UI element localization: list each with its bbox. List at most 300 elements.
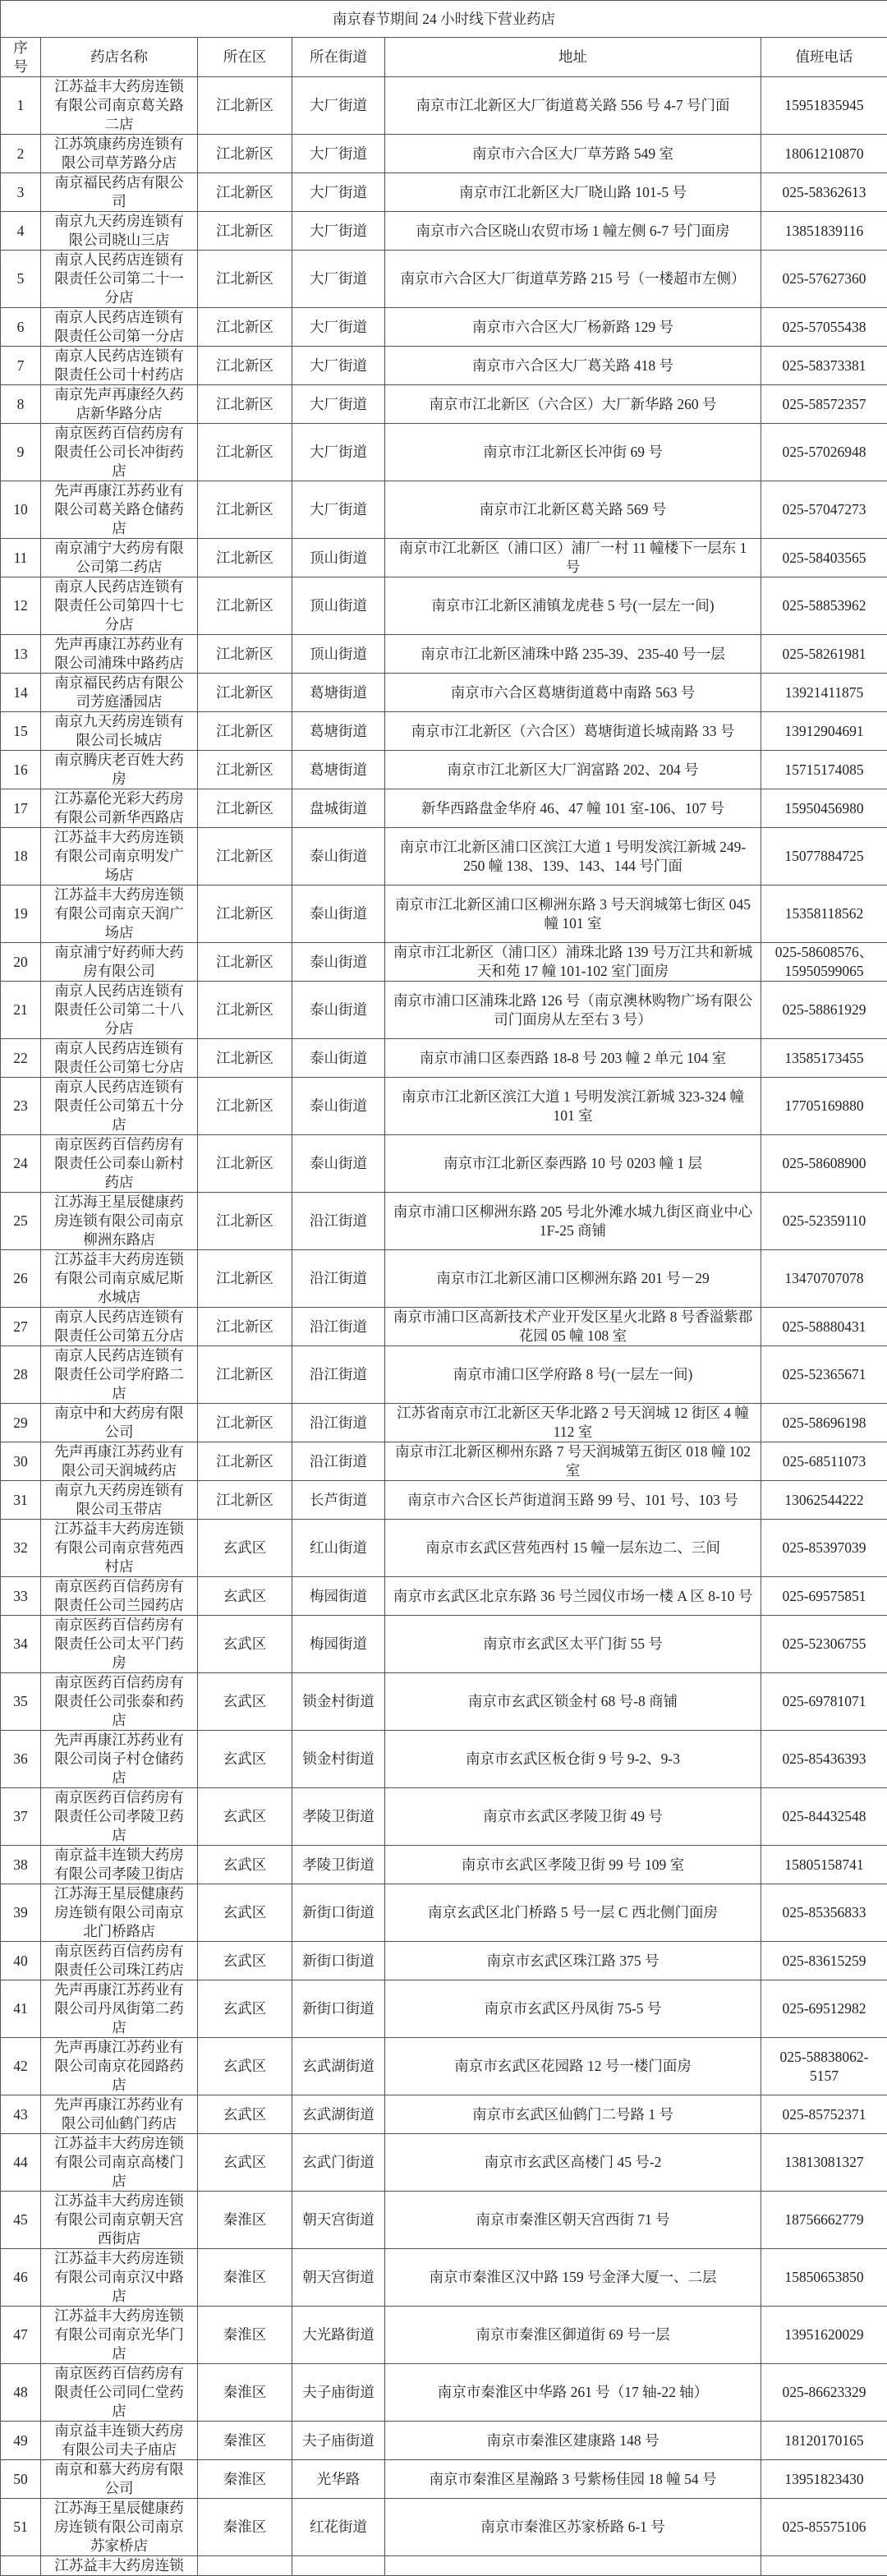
table-row	[1, 1346, 887, 1404]
cell-phone: 025-52306755	[761, 1616, 887, 1673]
cell-no: 37	[1, 1788, 41, 1846]
pharmacy-name-text: 先声再康江苏药业有限公司丹凤街第二药店	[54, 1980, 184, 2037]
cell-phone: 025-58838062-5157	[761, 2038, 887, 2095]
cell-district: 玄武区	[198, 1616, 292, 1673]
cell-district: 江北新区	[198, 173, 292, 212]
cell-no: 4	[1, 212, 41, 251]
cell-pharmacy-name	[41, 2192, 198, 2249]
cell-no: 20	[1, 943, 41, 982]
cell-address: 南京市江北新区滨江大道 1 号明发滨江新城 323-324 幢 101 室	[385, 1078, 761, 1135]
table-row	[1, 1846, 887, 1884]
pharmacy-name-text: 先声再康江苏药业有限公司仙鹤门药店	[54, 2095, 184, 2133]
cell-pharmacy-name	[41, 308, 198, 347]
cell-phone: 025-85575106	[761, 2499, 887, 2556]
pharmacy-name-text: 南京人民药店连锁有限责任公司第七分店	[54, 1039, 184, 1077]
pharmacy-name-text: 先声再康江苏药业有限公司南京花园路药店	[54, 2038, 184, 2095]
title-row	[1, 1, 887, 38]
cell-no: 50	[1, 2460, 41, 2499]
cell-address	[385, 2556, 761, 2576]
pharmacy-name-text: 江苏海王星辰健康药房连锁有限公司南京北门桥路店	[54, 1884, 184, 1941]
cell-phone: 15950456980	[761, 789, 887, 828]
cell-address: 南京市江北新区浦镇龙虎巷 5 号(一层左一间)	[385, 577, 761, 635]
table-row	[1, 2095, 887, 2134]
pharmacy-name-text: 南京福民药店有限公司	[54, 173, 184, 211]
pharmacy-name-text: 南京人民药店连锁有限责任公司第二十八分店	[54, 982, 184, 1038]
cell-district: 秦淮区	[198, 2364, 292, 2422]
column-header-district: 所在区	[198, 38, 292, 77]
cell-address: 南京市玄武区板仓街 9 号 9-2、9-3	[385, 1731, 761, 1788]
cell-district: 江北新区	[198, 308, 292, 347]
cell-address: 南京市江北新区浦口区柳洲东路 3 号天润城第七街区 045 幢 101 室	[385, 886, 761, 943]
cell-pharmacy-name	[41, 1788, 198, 1846]
cell-pharmacy-name	[41, 1731, 198, 1788]
cell-street: 大厂街道	[292, 308, 385, 347]
cell-pharmacy-name	[41, 712, 198, 751]
cell-pharmacy-name	[41, 2460, 198, 2499]
pharmacy-name-text: 江苏嘉伦光彩大药房有限公司新华西路店	[54, 789, 184, 827]
table-row	[1, 751, 887, 789]
cell-district: 秦淮区	[198, 2460, 292, 2499]
table-row	[1, 2192, 887, 2249]
pharmacy-name-text: 南京九天药房连锁有限公司晓山三店	[54, 212, 184, 250]
cell-phone: 15850653850	[761, 2249, 887, 2307]
pharmacy-name-text: 江苏益丰大药房连锁有限公司南京高楼门店	[54, 2134, 184, 2191]
cell-address: 南京市秦淮区御道街 69 号一层	[385, 2307, 761, 2364]
cell-street: 锁金村街道	[292, 1673, 385, 1731]
cell-district: 江北新区	[198, 886, 292, 943]
cell-pharmacy-name	[41, 1308, 198, 1346]
pharmacy-name-text: 先声再康江苏药业有限公司浦珠中路药店	[54, 635, 184, 673]
cell-no: 48	[1, 2364, 41, 2422]
pharmacy-name-text: 江苏海王星辰健康药房连锁有限公司南京苏家桥店	[54, 2499, 184, 2555]
pharmacy-name-text: 南京医药百信药房有限责任公司孝陵卫药店	[54, 1788, 184, 1845]
cell-street: 玄武湖街道	[292, 2038, 385, 2095]
cell-pharmacy-name	[41, 1846, 198, 1884]
table-row	[1, 2307, 887, 2364]
cell-pharmacy-name	[41, 1673, 198, 1731]
table-row	[1, 1135, 887, 1193]
cell-no: 26	[1, 1250, 41, 1308]
table-row	[1, 943, 887, 982]
cell-address: 南京市江北新区（浦口区）浦厂一村 11 幢楼下一层东 1 号	[385, 539, 761, 577]
cell-no: 42	[1, 2038, 41, 2095]
cell-district	[198, 2556, 292, 2576]
cell-street: 大厂街道	[292, 173, 385, 212]
cell-no: 16	[1, 751, 41, 789]
cell-street: 玄武湖街道	[292, 2095, 385, 2134]
cell-address: 南京市六合区大厂草芳路 549 室	[385, 135, 761, 173]
cell-street: 顶山街道	[292, 635, 385, 674]
cell-address: 南京市江北新区（六合区）大厂新华路 260 号	[385, 385, 761, 424]
cell-phone: 13912904691	[761, 712, 887, 751]
cell-district: 玄武区	[198, 2134, 292, 2192]
cell-district: 玄武区	[198, 1577, 292, 1616]
pharmacy-name-text: 江苏益丰大药房连锁有限公司南京营苑西村店	[54, 1520, 184, 1576]
cell-district: 江北新区	[198, 1250, 292, 1308]
column-header-address: 地址	[385, 38, 761, 77]
cell-no: 22	[1, 1039, 41, 1078]
table-row	[1, 1308, 887, 1346]
cell-phone: 025-52359110	[761, 1193, 887, 1250]
cell-pharmacy-name	[41, 1404, 198, 1442]
table-row	[1, 2460, 887, 2499]
cell-address: 南京市秦淮区汉中路 159 号金泽大厦一、二层	[385, 2249, 761, 2307]
cell-district: 江北新区	[198, 751, 292, 789]
cell-street: 梅园街道	[292, 1577, 385, 1616]
pharmacy-name-text: 江苏益丰大药房连锁有限公司南京汉中路店	[54, 2249, 184, 2306]
cell-district: 江北新区	[198, 347, 292, 385]
cell-address: 南京市六合区长芦街道润玉路 99 号、101 号、103 号	[385, 1481, 761, 1520]
cell-street: 红山街道	[292, 1520, 385, 1577]
cell-pharmacy-name	[41, 1980, 198, 2038]
cell-phone: 025-69575851	[761, 1577, 887, 1616]
table-row	[1, 2364, 887, 2422]
cell-no: 49	[1, 2422, 41, 2460]
cell-address: 南京市六合区大厂杨新路 129 号	[385, 308, 761, 347]
cell-address: 南京市玄武区花园路 12 号一楼门面房	[385, 2038, 761, 2095]
cell-address: 江苏省南京市江北新区天华北路 2 号天润城 12 街区 4 幢 112 室	[385, 1404, 761, 1442]
pharmacy-name-text: 南京九天药房连锁有限公司玉带店	[54, 1481, 184, 1519]
cell-no: 5	[1, 251, 41, 308]
pharmacy-name-text: 江苏益丰大药房连锁有限公司南京朝天宫西街店	[54, 2192, 184, 2248]
cell-street: 大厂街道	[292, 77, 385, 135]
cell-no: 10	[1, 481, 41, 539]
cell-pharmacy-name	[41, 1250, 198, 1308]
table-row	[1, 828, 887, 886]
pharmacy-name-text: 江苏筑康药房连锁有限公司草芳路分店	[54, 135, 184, 172]
cell-street: 长芦街道	[292, 1481, 385, 1520]
cell-street: 新街口街道	[292, 1980, 385, 2038]
cell-phone: 18061210870	[761, 135, 887, 173]
cell-district: 江北新区	[198, 828, 292, 886]
cell-phone: 025-84432548	[761, 1788, 887, 1846]
table-row	[1, 1039, 887, 1078]
table-row	[1, 347, 887, 385]
cell-pharmacy-name	[41, 2038, 198, 2095]
table-row	[1, 789, 887, 828]
cell-pharmacy-name	[41, 982, 198, 1039]
cell-street: 光华路	[292, 2460, 385, 2499]
cell-street: 大厂街道	[292, 424, 385, 481]
cell-pharmacy-name	[41, 212, 198, 251]
cell-no: 45	[1, 2192, 41, 2249]
cell-no: 3	[1, 173, 41, 212]
cell-district: 玄武区	[198, 1980, 292, 2038]
table-row	[1, 1673, 887, 1731]
cell-phone: 15715174085	[761, 751, 887, 789]
cell-address: 南京市秦淮区中华路 261 号（17 轴-22 轴）	[385, 2364, 761, 2422]
cell-address: 南京市江北新区大厂街道葛关路 556 号 4-7 号门面	[385, 77, 761, 135]
cell-district: 江北新区	[198, 424, 292, 481]
cell-address: 南京市玄武区孝陵卫街 49 号	[385, 1788, 761, 1846]
table-row	[1, 424, 887, 481]
cell-phone: 025-83615259	[761, 1942, 887, 1980]
cell-address: 南京玄武区北门桥路 5 号一层 C 西北侧门面房	[385, 1884, 761, 1942]
cell-district: 江北新区	[198, 481, 292, 539]
cell-pharmacy-name	[41, 2499, 198, 2556]
table-row	[1, 1884, 887, 1942]
table-row	[1, 2499, 887, 2556]
table-row	[1, 1520, 887, 1577]
cell-pharmacy-name	[41, 886, 198, 943]
cell-phone: 13813081327	[761, 2134, 887, 2192]
cell-pharmacy-name	[41, 828, 198, 886]
cell-street: 朝天宫街道	[292, 2192, 385, 2249]
table-row	[1, 1404, 887, 1442]
cell-pharmacy-name	[41, 1039, 198, 1078]
cell-district: 江北新区	[198, 674, 292, 712]
cell-district: 江北新区	[198, 982, 292, 1039]
table-row	[1, 1481, 887, 1520]
table-row	[1, 173, 887, 212]
cell-street: 大厂街道	[292, 135, 385, 173]
cell-street: 夫子庙街道	[292, 2364, 385, 2422]
cell-address: 南京市江北新区泰西路 10 号 0203 幢 1 层	[385, 1135, 761, 1193]
pharmacy-name-text: 江苏益丰大药房连锁有限公司南京天润广场店	[54, 886, 184, 942]
pharmacy-name-text: 南京人民药店连锁有限责任公司第一分店	[54, 308, 184, 346]
cell-address: 南京市玄武区营苑西村 15 幢一层东边二、三间	[385, 1520, 761, 1577]
cell-pharmacy-name	[41, 674, 198, 712]
pharmacy-name-text: 南京人民药店连锁有限责任公司十村药店	[54, 347, 184, 384]
cell-address: 南京市玄武区太平门街 55 号	[385, 1616, 761, 1673]
cell-street: 红花街道	[292, 2499, 385, 2556]
cell-phone: 13470707078	[761, 1250, 887, 1308]
cell-phone: 025-58861929	[761, 982, 887, 1039]
cell-district: 玄武区	[198, 2095, 292, 2134]
cell-street: 葛塘街道	[292, 751, 385, 789]
cell-pharmacy-name	[41, 1193, 198, 1250]
cell-street: 泰山街道	[292, 943, 385, 982]
pharmacy-name-text: 南京九天药房连锁有限公司长城店	[54, 712, 184, 750]
cell-no: 25	[1, 1193, 41, 1250]
cell-address: 南京市江北新区（浦口区）浦珠北路 139 号万江共和新城天和苑 17 幢 101-102 室门面房	[385, 943, 761, 982]
cell-phone: 18120170165	[761, 2422, 887, 2460]
pharmacy-name-text: 南京医药百信药房有限责任公司太平门药房	[54, 1616, 184, 1672]
cell-street: 朝天宫街道	[292, 2249, 385, 2307]
cell-district: 玄武区	[198, 2038, 292, 2095]
pharmacy-name-text: 南京福民药店有限公司芳庭潘园店	[54, 674, 184, 711]
cell-pharmacy-name	[41, 1616, 198, 1673]
cell-district: 江北新区	[198, 1481, 292, 1520]
cell-address: 南京市浦口区高新技术产业开发区星火北路 8 号香溢紫郡花园 05 幢 108 室	[385, 1308, 761, 1346]
table-row	[1, 1942, 887, 1980]
cell-street: 泰山街道	[292, 982, 385, 1039]
cell-district: 江北新区	[198, 1442, 292, 1481]
pharmacy-name-text: 江苏益丰大药房连锁	[54, 2556, 184, 2575]
cell-pharmacy-name	[41, 2364, 198, 2422]
cell-district: 玄武区	[198, 1788, 292, 1846]
cell-street: 泰山街道	[292, 828, 385, 886]
cell-pharmacy-name	[41, 789, 198, 828]
cell-phone: 025-57627360	[761, 251, 887, 308]
cell-no: 7	[1, 347, 41, 385]
cell-street: 玄武门街道	[292, 2134, 385, 2192]
cell-street: 大厂街道	[292, 481, 385, 539]
table-row	[1, 635, 887, 674]
cell-district: 玄武区	[198, 1731, 292, 1788]
cell-street: 葛塘街道	[292, 712, 385, 751]
cell-address: 南京市江北新区长冲街 69 号	[385, 424, 761, 481]
cell-street: 顶山街道	[292, 577, 385, 635]
cell-phone: 025-57055438	[761, 308, 887, 347]
cell-address: 南京市玄武区仙鹤门二号路 1 号	[385, 2095, 761, 2134]
cell-phone: 025-57047273	[761, 481, 887, 539]
cell-pharmacy-name	[41, 251, 198, 308]
cell-no: 30	[1, 1442, 41, 1481]
cell-address: 南京市秦淮区朝天宫西街 71 号	[385, 2192, 761, 2249]
cell-district: 江北新区	[198, 1346, 292, 1404]
cell-street: 泰山街道	[292, 886, 385, 943]
cell-phone: 13951823430	[761, 2460, 887, 2499]
cell-street: 泰山街道	[292, 1078, 385, 1135]
cell-phone: 15951835945	[761, 77, 887, 135]
pharmacy-name-text: 江苏益丰大药房连锁有限公司南京葛关路二店	[54, 77, 184, 134]
table-row	[1, 77, 887, 135]
table-body	[1, 77, 887, 2576]
cell-address: 南京市玄武区北京东路 36 号兰园仪市场一楼 A 区 8-10 号	[385, 1577, 761, 1616]
cell-district: 江北新区	[198, 385, 292, 424]
cell-phone: 15805158741	[761, 1846, 887, 1884]
table-row	[1, 2038, 887, 2095]
cell-street: 沿江街道	[292, 1404, 385, 1442]
cell-pharmacy-name	[41, 577, 198, 635]
cell-phone: 13062544222	[761, 1481, 887, 1520]
pharmacy-name-text: 江苏海王星辰健康药房连锁有限公司南京柳洲东路店	[54, 1193, 184, 1249]
pharmacy-name-text: 南京浦宁大药房有限公司第二药店	[54, 539, 184, 577]
cell-no: 21	[1, 982, 41, 1039]
pharmacy-name-text: 南京益丰连锁大药房有限公司孝陵卫街店	[54, 1846, 184, 1884]
cell-no: 41	[1, 1980, 41, 2038]
cell-street: 新街口街道	[292, 1884, 385, 1942]
cell-address: 南京市浦口区浦珠北路 126 号（南京澳林购物广场有限公司门面房从左至右 3 号）	[385, 982, 761, 1039]
cell-district: 秦淮区	[198, 2249, 292, 2307]
pharmacy-name-text: 南京益丰连锁大药房有限公司夫子庙店	[54, 2422, 184, 2459]
cell-street: 沿江街道	[292, 1442, 385, 1481]
column-header-phone: 值班电话	[761, 38, 887, 77]
cell-address: 南京市秦淮区建康路 148 号	[385, 2422, 761, 2460]
cell-pharmacy-name	[41, 1135, 198, 1193]
table-row	[1, 1078, 887, 1135]
cell-no: 14	[1, 674, 41, 712]
cell-no: 1	[1, 77, 41, 135]
table-row	[1, 2249, 887, 2307]
cell-address: 南京市六合区大厂葛关路 418 号	[385, 347, 761, 385]
column-header-street: 所在街道	[292, 38, 385, 77]
cell-no: 33	[1, 1577, 41, 1616]
cell-no	[1, 2556, 41, 2576]
cell-phone: 025-85356833	[761, 1884, 887, 1942]
cell-no: 13	[1, 635, 41, 674]
pharmacy-name-text: 南京先声再康经久药店新华路分店	[54, 385, 184, 423]
cell-address: 南京市江北新区浦口区滨江大道 1 号明发滨江新城 249-250 幢 138、139、143、144 号门面	[385, 828, 761, 886]
cell-no: 23	[1, 1078, 41, 1135]
cell-pharmacy-name	[41, 943, 198, 982]
cell-phone: 025-58608900	[761, 1135, 887, 1193]
cell-phone: 025-58880431	[761, 1308, 887, 1346]
cell-phone: 025-86623329	[761, 2364, 887, 2422]
cell-phone: 025-58362613	[761, 173, 887, 212]
cell-no: 17	[1, 789, 41, 828]
cell-pharmacy-name	[41, 2134, 198, 2192]
cell-district: 江北新区	[198, 577, 292, 635]
cell-street: 大厂街道	[292, 385, 385, 424]
cell-phone: 025-85752371	[761, 2095, 887, 2134]
cell-no: 12	[1, 577, 41, 635]
table-row	[1, 2134, 887, 2192]
cell-no: 8	[1, 385, 41, 424]
cell-district: 玄武区	[198, 1520, 292, 1577]
cell-pharmacy-name	[41, 2249, 198, 2307]
cell-pharmacy-name	[41, 173, 198, 212]
cell-street: 梅园街道	[292, 1616, 385, 1673]
cell-phone: 13585173455	[761, 1039, 887, 1078]
cell-no: 19	[1, 886, 41, 943]
cell-no: 31	[1, 1481, 41, 1520]
pharmacy-name-text: 南京人民药店连锁有限责任公司第四十七分店	[54, 577, 184, 634]
table-row	[1, 1980, 887, 2038]
table-row	[1, 385, 887, 424]
cell-district: 江北新区	[198, 1193, 292, 1250]
cell-no: 6	[1, 308, 41, 347]
cell-street: 泰山街道	[292, 1039, 385, 1078]
cell-district: 江北新区	[198, 539, 292, 577]
cell-no: 15	[1, 712, 41, 751]
table-row	[1, 712, 887, 751]
cell-address: 新华西路盘金华府 46、47 幢 101 室-106、107 号	[385, 789, 761, 828]
cell-no: 28	[1, 1346, 41, 1404]
cell-phone: 025-68511073	[761, 1442, 887, 1481]
cell-no: 38	[1, 1846, 41, 1884]
cell-district: 江北新区	[198, 251, 292, 308]
table-row	[1, 2556, 887, 2576]
cell-no: 29	[1, 1404, 41, 1442]
table-row	[1, 212, 887, 251]
cell-phone: 025-58572357	[761, 385, 887, 424]
cell-phone: 13921411875	[761, 674, 887, 712]
cell-address: 南京市江北新区（六合区）葛塘街道长城南路 33 号	[385, 712, 761, 751]
cell-address: 南京市玄武区珠江路 375 号	[385, 1942, 761, 1980]
cell-pharmacy-name	[41, 539, 198, 577]
cell-no: 9	[1, 424, 41, 481]
cell-pharmacy-name	[41, 347, 198, 385]
cell-district: 江北新区	[198, 712, 292, 751]
cell-pharmacy-name	[41, 1442, 198, 1481]
cell-phone	[761, 2556, 887, 2576]
cell-phone: 025-57026948	[761, 424, 887, 481]
cell-district: 玄武区	[198, 1942, 292, 1980]
cell-no: 32	[1, 1520, 41, 1577]
cell-phone: 13851839116	[761, 212, 887, 251]
pharmacy-name-text: 南京腾庆老百姓大药房	[54, 751, 184, 789]
cell-pharmacy-name	[41, 1346, 198, 1404]
cell-pharmacy-name	[41, 635, 198, 674]
cell-address: 南京市玄武区高楼门 45 号-2	[385, 2134, 761, 2192]
cell-district: 玄武区	[198, 1884, 292, 1942]
cell-pharmacy-name	[41, 481, 198, 539]
cell-address: 南京市江北新区葛关路 569 号	[385, 481, 761, 539]
pharmacy-name-text: 江苏益丰大药房连锁有限公司南京光华门店	[54, 2307, 184, 2363]
table-row	[1, 674, 887, 712]
cell-phone: 025-58403565	[761, 539, 887, 577]
cell-district: 江北新区	[198, 1308, 292, 1346]
cell-pharmacy-name	[41, 751, 198, 789]
cell-no: 47	[1, 2307, 41, 2364]
cell-phone: 025-58373381	[761, 347, 887, 385]
cell-no: 44	[1, 2134, 41, 2192]
cell-district: 江北新区	[198, 212, 292, 251]
cell-pharmacy-name	[41, 1520, 198, 1577]
cell-district: 秦淮区	[198, 2422, 292, 2460]
